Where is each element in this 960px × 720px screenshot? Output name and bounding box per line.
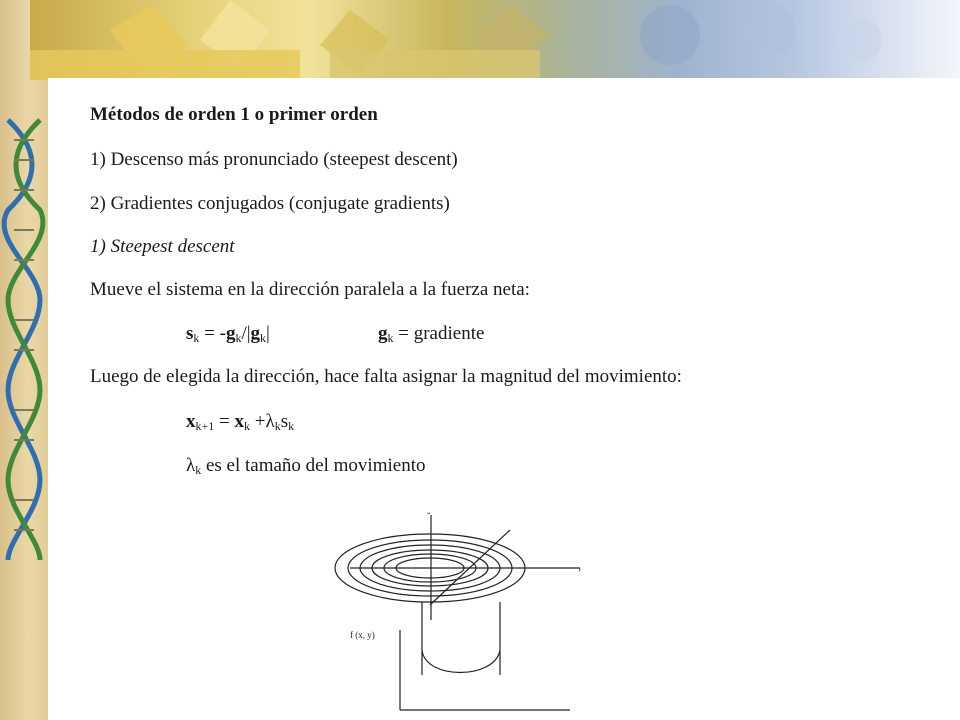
eq-g-def-sub: k [387,331,394,345]
list-item-conjugate: 2) Gradientes conjugados (conjugate gradients) [90,193,450,214]
subheading: 1) Steepest descent [90,236,235,257]
eq-g-sub: k [235,331,242,345]
list-item-steepest: 1) Descenso más pronunciado (steepest descent) [90,149,458,170]
eq-lambda-sub: k [274,419,281,433]
eq-g-def: g [378,323,388,344]
y-arrow-icon: ˇ [427,512,431,523]
decorative-banner [30,0,960,80]
eq-equals-neg: = - [199,323,226,344]
eq2-equals: = [214,411,235,432]
x-arrow-icon: › [578,564,582,575]
eq-x-next-sub: k+1 [195,419,215,433]
eq-s2-sub: k [288,419,295,433]
eq-g-abs-sub: k [260,331,267,345]
eq-s-sub: k [193,331,200,345]
description-text: Mueve el sistema en la dirección paralela a la fuerza neta: [90,279,530,300]
eq-bar: | [266,323,270,344]
eq-x-next: x [186,411,196,432]
luego-text: Luego de elegida la dirección, hace falta asignar la magnitud del movimiento: [90,366,682,387]
lambda-symbol: λ [186,455,196,476]
equation-gradient-def [378,323,484,349]
f-label: f (x, y) [350,630,375,640]
eq-slash: /| [241,323,251,344]
equation-direction [186,323,270,349]
eq-x-sub: k [244,419,250,433]
lambda-symbol-sub: k [195,463,202,477]
eq-lambda: λ [265,411,275,432]
eq-g-abs: g [250,323,261,344]
section-heading: Métodos de orden 1 o primer orden [90,104,378,125]
eq-s: s [186,323,194,344]
eq-x: x [234,411,244,432]
banner-leaves-icon [30,0,960,80]
eq-s2: s [280,411,289,432]
equation-update [186,411,294,437]
eq-g: g [225,323,236,344]
lambda-text: es el tamaño del movimiento [201,455,426,476]
dna-helix-icon [0,120,50,560]
cylinder-bottom [422,650,500,673]
eq2-plus: + [250,411,266,432]
contour-figure [330,510,600,715]
eq-gradient-label: = gradiente [393,323,485,344]
lambda-description [186,455,425,481]
